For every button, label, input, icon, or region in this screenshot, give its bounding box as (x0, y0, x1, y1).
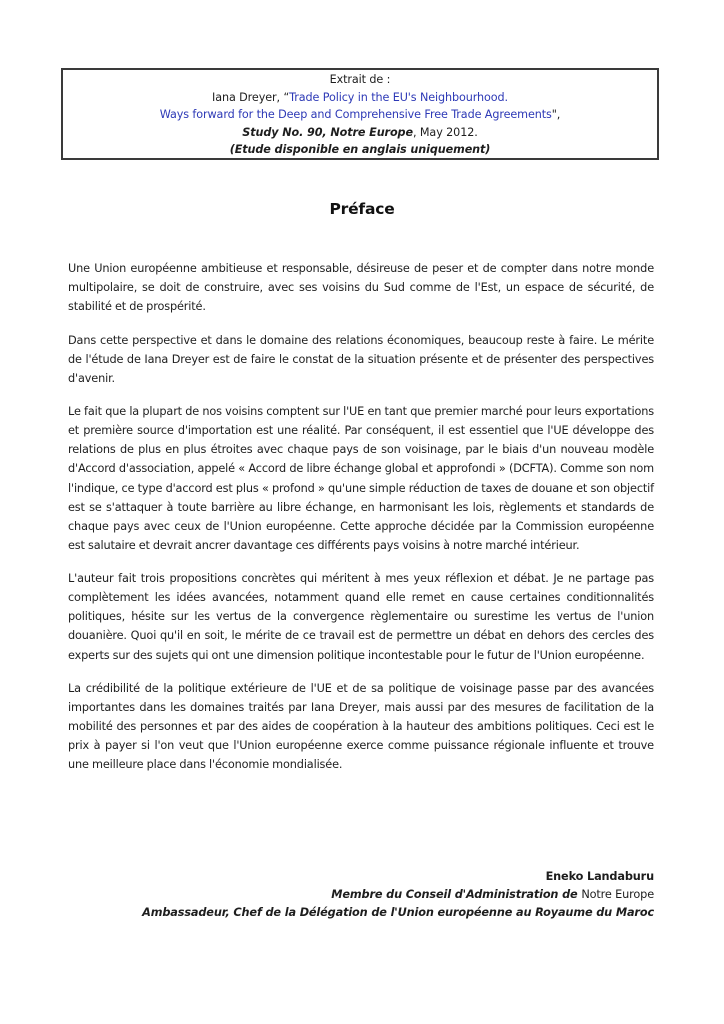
excerpt-title-line2 (63, 106, 657, 124)
excerpt-note: (Etude disponible en anglais uniquement) (229, 143, 491, 157)
organization-name: Notre Europe (581, 888, 654, 901)
study-title-line2: Ways forward for the Deep and Comprehensive Free Trade Agreements (159, 108, 552, 122)
excerpt-citation-box (61, 68, 659, 160)
excerpt-author: Iana Dreyer, (212, 90, 284, 104)
paragraph: Dans cette perspective et dans le domaine des relations économiques, beaucoup reste à faire. Le mérite de l'étude de Iana Dreyer est de faire le constat de la situation présente et de présenter des perspectives d'avenir. (68, 333, 654, 385)
signatory-name: Eneko Landaburu (545, 870, 654, 883)
signatory-role2: Ambassadeur, Chef de la Délégation de l'Union européenne au Royaume du Maroc (142, 906, 654, 919)
paragraph: Le fait que la plupart de nos voisins comptent sur l'UE en tant que premier marché pour leurs exportations et première source d'importation est une réalité. Par conséquent, il est essentiel que l'UE développe des relations de plus en plus étroites avec chaque pays de son voisinage, par le biais d'un nouveau modèle d'Accord d'association, appelé « Accord de libre échange global et approfondi » (DCFTA). Comme son nom l'indique, ce type d'accord est plus « profond » qu'une simple réduction de taxes de douane et son objectif est se s'attaquer à toute barrière au libre échange, en harmonisant les lois, règlements et standards de chaque pays avec ceux de l'Union européenne. Cette approche décidée par la Commission européenne est salutaire et devrait ancrer davantage ces différents pays voisins à notre marché intérieur. (68, 405, 654, 552)
open-quote: “ (283, 90, 290, 104)
signature-block (142, 868, 654, 922)
signatory-role-line1 (142, 886, 654, 904)
paragraph: La crédibilité de la politique extérieure de l'UE et de sa politique de voisinage passe par des avancées importantes dans les domaines traités par Iana Dreyer, mais aussi par des mesures de facilitation de la mobilité des personnes et par des aides de coopération à la hauteur des ambitions politiques. Ceci est le prix à payer si l'on veut que l'Union européenne exerce comme puissance régionale influente et trouve une meilleure place dans l'économie mondialisée. (68, 681, 654, 772)
page-title: Préface (329, 200, 395, 218)
paragraph: Une Union européenne ambitieuse et responsable, désireuse de peser et de compter dans notre monde multipolaire, se doit de construire, avec ses voisins du Sud comme de l'Est, un espace de sécurité, de stabilité et de prospérité. (68, 262, 654, 314)
preface-body (68, 259, 654, 789)
excerpt-author-line (63, 89, 657, 107)
signatory-role1: Membre du Conseil d'Administration de (331, 888, 582, 901)
study-date: , May 2012. (412, 125, 478, 139)
excerpt-study-line (63, 124, 657, 142)
close-quote: ", (551, 108, 561, 122)
paragraph: L'auteur fait trois propositions concrètes qui méritent à mes yeux réflexion et débat. Je ne partage pas complètement les idées avancées, notamment quand elle remet en cause certaines conditionnalités politiques, hésite sur les vertus de la convergence règlementaire ou surestime les vertus de l'union douanière. Quoi qu'il en soit, le mérite de ce travail est de permettre un débat en dehors des cercles des experts sur des sujets qui ont une dimension politique incontestable pour le futur de l'Union européenne. (68, 572, 654, 662)
study-reference: Study No. 90, Notre Europe (242, 125, 413, 139)
excerpt-intro: Extrait de : (329, 73, 391, 86)
study-title-line1: Trade Policy in the EU's Neighbourhood. (289, 90, 508, 104)
